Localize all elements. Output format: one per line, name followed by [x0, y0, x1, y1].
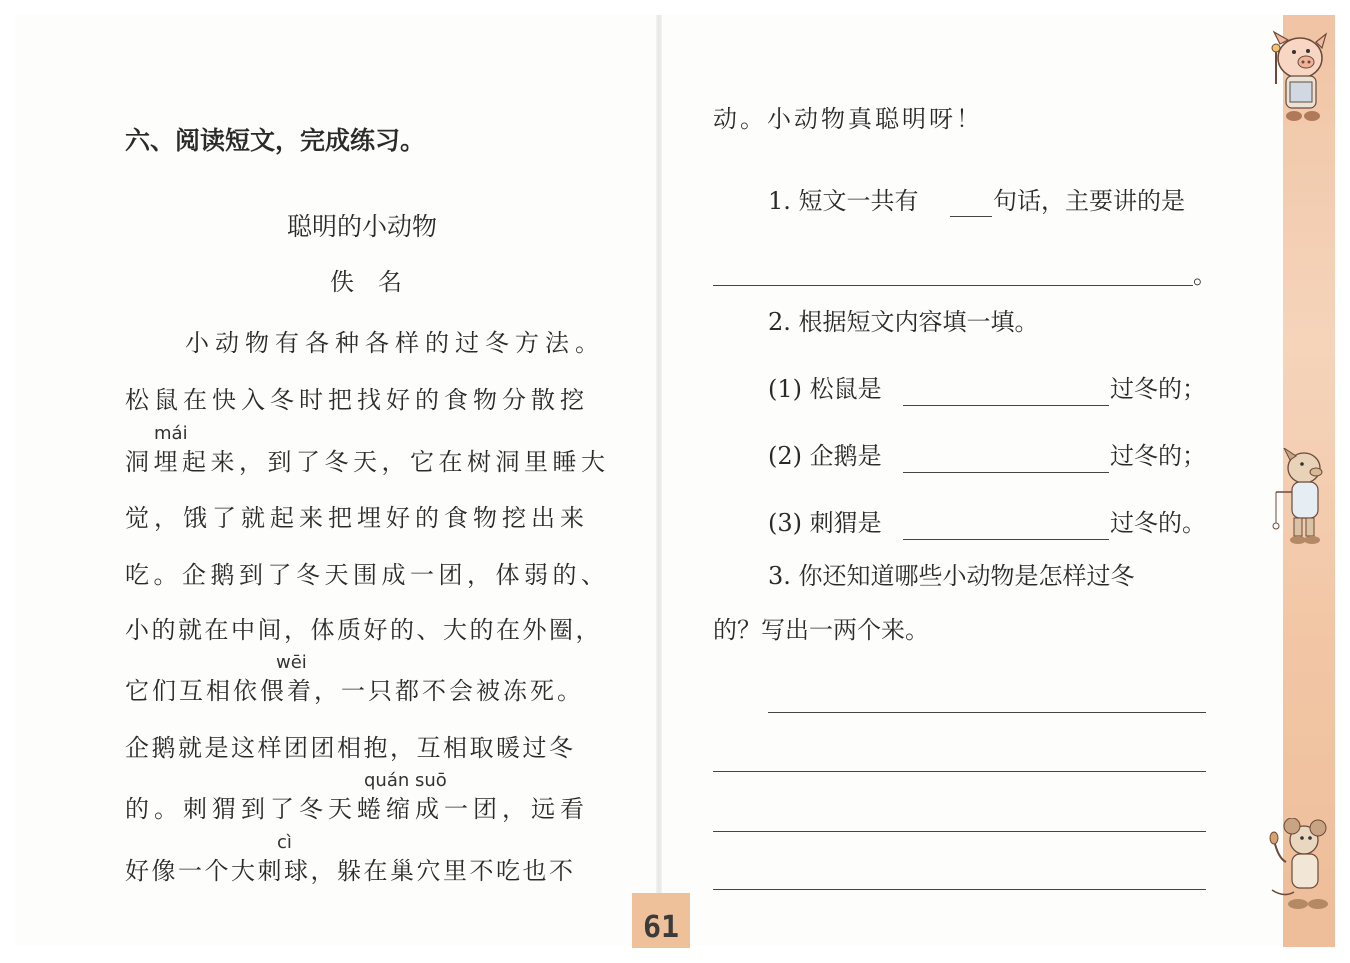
- story-line: 小的就在中间，体质好的、大的在外圈，: [125, 616, 602, 644]
- question-2-text: 2. 根据短文内容填一填。: [768, 308, 1039, 336]
- q2-item-1-prefix: (1) 松鼠是: [768, 375, 882, 403]
- story-line: 的。刺猬到了冬天蜷缩成一团，远看: [125, 795, 589, 823]
- story-line: 松鼠在快入冬时把找好的食物分散挖: [125, 386, 589, 414]
- answer-blank-sentence-count[interactable]: [950, 216, 992, 217]
- story-line: 好像一个大刺球，躲在巢穴里不吃也不: [125, 857, 576, 885]
- answer-line-q3[interactable]: [713, 771, 1206, 772]
- book-gutter: [656, 15, 662, 945]
- answer-line-q3[interactable]: [713, 831, 1206, 832]
- question-3-text: 3. 你还知道哪些小动物是怎样过冬: [768, 562, 1135, 590]
- pinyin-annotation: cì: [277, 832, 292, 853]
- q2-item-3-suffix: 过冬的。: [1110, 509, 1206, 537]
- answer-line-q3[interactable]: [713, 889, 1206, 890]
- q2-item-3-prefix: (3) 刺猬是: [768, 509, 882, 537]
- story-line: 洞埋起来，到了冬天，它在树洞里睡大: [125, 448, 610, 476]
- story-line: 觉，饿了就起来把埋好的食物挖出来: [125, 504, 589, 532]
- answer-blank-hedgehog[interactable]: [903, 539, 1109, 540]
- answer-blank-penguin[interactable]: [903, 472, 1109, 473]
- cartoon-mouse-icon: [1264, 818, 1334, 918]
- story-line: 企鹅就是这样团团相抱，互相取暖过冬: [125, 734, 576, 762]
- answer-blank-squirrel[interactable]: [903, 405, 1109, 406]
- question-1-period: 。: [1193, 261, 1217, 289]
- story-line: 它们互相依偎着，一只都不会被冻死。: [125, 677, 584, 705]
- pinyin-annotation: quán suō: [364, 770, 447, 791]
- pinyin-annotation: mái: [154, 423, 188, 444]
- q2-item-1-suffix: 过冬的；: [1110, 375, 1206, 403]
- section-heading: 六、阅读短文，完成练习。: [125, 126, 426, 155]
- page-number: 61: [642, 910, 680, 945]
- question-1-text-cont: 句话，主要讲的是: [993, 187, 1185, 215]
- cartoon-pig-icon: [1262, 30, 1334, 126]
- story-line: 吃。企鹅到了冬天围成一团，体弱的、: [125, 561, 610, 589]
- answer-line-main-idea[interactable]: [713, 285, 1193, 286]
- question-3-text-cont: 的？写出一两个来。: [713, 616, 929, 644]
- question-1-text: 1. 短文一共有: [768, 187, 919, 215]
- story-author: 佚 名: [330, 268, 402, 296]
- story-title: 聪明的小动物: [287, 212, 438, 241]
- q2-item-2-prefix: (2) 企鹅是: [768, 442, 882, 470]
- story-continuation: 动。小动物真聪明呀！: [713, 105, 983, 133]
- q2-item-2-suffix: 过冬的；: [1110, 442, 1206, 470]
- story-line: 小动物有各种各样的过冬方法。: [185, 329, 605, 357]
- right-page: [660, 15, 1335, 945]
- pinyin-annotation: wēi: [276, 652, 307, 673]
- answer-line-q3[interactable]: [768, 712, 1206, 713]
- cartoon-dog-icon: [1268, 448, 1334, 548]
